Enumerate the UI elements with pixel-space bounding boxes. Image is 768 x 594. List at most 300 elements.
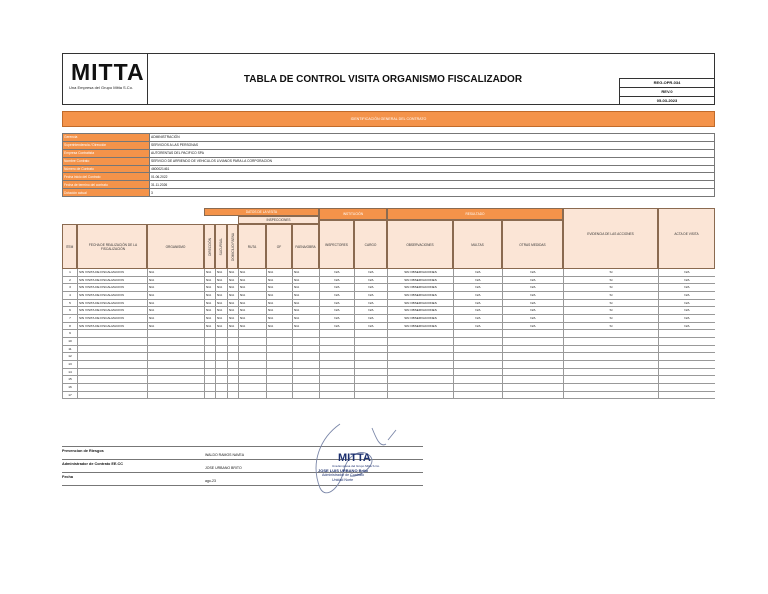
cell-ruta: N/A: [238, 300, 266, 307]
cell-org: N/A: [147, 300, 204, 307]
cell-cargo: [354, 384, 387, 391]
info-label: Dotación actual: [63, 189, 150, 197]
cell-cargo: [354, 330, 387, 337]
cell-cargo: N/A: [354, 323, 387, 330]
cell-otras: [502, 376, 563, 383]
cell-otras: [502, 369, 563, 376]
cell-cargo: [354, 338, 387, 345]
signature-stamp: [300, 418, 410, 498]
info-label: Número de Contrato: [63, 165, 150, 173]
cell-v2: N/A: [215, 323, 227, 330]
cell-faena: [292, 338, 319, 345]
table-row: [62, 369, 715, 377]
cell-evid: SI: [563, 307, 658, 314]
document-code: REG-OPR-034: [620, 78, 714, 87]
cell-of: [266, 330, 292, 337]
cell-insp: [319, 392, 354, 399]
cell-faena: [292, 361, 319, 368]
cell-otras: [502, 384, 563, 391]
cell-ruta: [238, 361, 266, 368]
table-row: [62, 346, 715, 354]
col-header-domicilio: [227, 224, 238, 269]
cell-ruta: [238, 330, 266, 337]
logo-subtitle: Una Empresa del Grupo Mitta S.Co.: [69, 85, 134, 90]
cell-fecha: [77, 369, 147, 376]
col-header-sucursal: [215, 224, 227, 269]
table-row: [62, 384, 715, 392]
cell-org: N/A: [147, 277, 204, 284]
cell-obs: [387, 353, 453, 360]
cell-v2: [215, 376, 227, 383]
cell-of: N/A: [266, 315, 292, 322]
cell-multas: N/A: [453, 292, 502, 299]
cell-evid: SI: [563, 292, 658, 299]
col-header-faena: FAENA/OBRA: [292, 224, 319, 269]
cell-obs: SIN OBSERVACIONES: [387, 315, 453, 322]
info-row: [63, 165, 715, 173]
cell-org: [147, 353, 204, 360]
cell-v2: [215, 330, 227, 337]
cell-obs: [387, 369, 453, 376]
cell-faena: [292, 353, 319, 360]
cell-v2: [215, 392, 227, 399]
cell-acta: N/A: [658, 300, 715, 307]
cell-of: [266, 353, 292, 360]
cell-cargo: [354, 392, 387, 399]
col-header-inspectores: INSPECTORES: [319, 220, 354, 269]
cell-item: 13: [62, 361, 77, 368]
cell-multas: [453, 376, 502, 383]
signature-label: Administrador de Contrato EE.CC: [62, 462, 123, 466]
cell-v1: N/A: [204, 277, 215, 284]
cell-multas: N/A: [453, 323, 502, 330]
cell-item: 16: [62, 384, 77, 391]
cell-obs: SIN OBSERVACIONES: [387, 307, 453, 314]
cell-item: 15: [62, 376, 77, 383]
table-row: [62, 330, 715, 338]
cell-evid: SI: [563, 277, 658, 284]
cell-v2: [215, 353, 227, 360]
info-value: 4600021461: [150, 165, 715, 173]
cell-multas: N/A: [453, 307, 502, 314]
cell-v3: N/A: [227, 292, 238, 299]
cell-insp: [319, 353, 354, 360]
cell-faena: N/A: [292, 300, 319, 307]
cell-insp: N/A: [319, 315, 354, 322]
cell-acta: [658, 369, 715, 376]
cell-v2: N/A: [215, 284, 227, 291]
cell-v1: N/A: [204, 323, 215, 330]
cell-insp: N/A: [319, 300, 354, 307]
table-row: [62, 353, 715, 361]
document-revision: REV.0: [620, 87, 714, 96]
cell-faena: N/A: [292, 323, 319, 330]
table-body: [62, 269, 715, 399]
cell-of: N/A: [266, 300, 292, 307]
cell-ruta: N/A: [238, 284, 266, 291]
cell-otras: N/A: [502, 269, 563, 276]
cell-faena: N/A: [292, 269, 319, 276]
col-header-observaciones: OBSERVACIONES: [387, 220, 453, 269]
cell-fecha: [77, 330, 147, 337]
cell-evid: SI: [563, 284, 658, 291]
table-row: [62, 315, 715, 323]
col-header-ruta: RUTA: [238, 224, 266, 269]
cell-fecha: SIN VISITA DE FISCALIZACION: [77, 292, 147, 299]
cell-multas: [453, 392, 502, 399]
cell-of: [266, 384, 292, 391]
cell-item: 12: [62, 353, 77, 360]
info-value: 3: [150, 189, 715, 197]
cell-obs: [387, 376, 453, 383]
cell-ruta: N/A: [238, 323, 266, 330]
cell-item: 1: [62, 269, 77, 276]
cell-obs: [387, 330, 453, 337]
cell-v2: [215, 338, 227, 345]
group-header-inspections: INSPECCIONES: [238, 216, 319, 224]
section-band: IDENTIFICACIÓN GENERAL DEL CONTRATO: [62, 111, 715, 127]
cell-org: N/A: [147, 269, 204, 276]
info-value: 31.11.2026: [150, 181, 715, 189]
cell-v3: [227, 330, 238, 337]
table-row: [62, 284, 715, 292]
info-label: Fecha de termino del contrato: [63, 181, 150, 189]
cell-v1: N/A: [204, 284, 215, 291]
cell-faena: [292, 384, 319, 391]
cell-evid: [563, 346, 658, 353]
col-header-item: ITEM: [62, 224, 77, 269]
col-header-acta: ACTA DE VISITA: [674, 232, 699, 236]
cell-obs: [387, 392, 453, 399]
cell-fecha: SIN VISITA DE FISCALIZACION: [77, 307, 147, 314]
cell-org: [147, 346, 204, 353]
cell-of: [266, 376, 292, 383]
cell-faena: [292, 330, 319, 337]
cell-v2: [215, 346, 227, 353]
cell-cargo: N/A: [354, 315, 387, 322]
cell-evid: [563, 392, 658, 399]
cell-multas: N/A: [453, 300, 502, 307]
cell-evid: [563, 338, 658, 345]
cell-v1: N/A: [204, 315, 215, 322]
cell-v3: [227, 346, 238, 353]
cell-v3: N/A: [227, 323, 238, 330]
cell-cargo: N/A: [354, 284, 387, 291]
cell-org: [147, 338, 204, 345]
cell-otras: N/A: [502, 300, 563, 307]
cell-fecha: SIN VISITA DE FISCALIZACION: [77, 269, 147, 276]
signature-value: JOSE URBANO BRITO: [205, 466, 242, 470]
stamp-line3: Administrador de Contrato: [322, 473, 364, 477]
stamp-line1: Una Empresa del Grupo Mitta S.Co.: [332, 464, 381, 468]
cell-obs: SIN OBSERVACIONES: [387, 292, 453, 299]
cell-item: 9: [62, 330, 77, 337]
cell-ruta: N/A: [238, 292, 266, 299]
info-row: [63, 149, 715, 157]
cell-faena: N/A: [292, 284, 319, 291]
cell-item: 14: [62, 369, 77, 376]
cell-v3: N/A: [227, 307, 238, 314]
cell-ruta: [238, 338, 266, 345]
table-row: [62, 300, 715, 308]
cell-acta: N/A: [658, 315, 715, 322]
cell-otras: N/A: [502, 277, 563, 284]
table-row: [62, 376, 715, 384]
col-header-cargo: CARGO: [354, 220, 387, 269]
cell-v3: [227, 353, 238, 360]
col-header-otras-medidas: OTRAS MEDIDAS: [502, 220, 563, 269]
col-header-evidencia: EVIDENCIA DE LAS ACCIONES: [587, 232, 634, 236]
cell-item: 7: [62, 315, 77, 322]
cell-v2: [215, 361, 227, 368]
cell-fecha: SIN VISITA DE FISCALIZACION: [77, 284, 147, 291]
cell-insp: [319, 376, 354, 383]
cell-org: [147, 330, 204, 337]
cell-item: 4: [62, 292, 77, 299]
cell-otras: [502, 353, 563, 360]
group-header-result: RESULTADO: [387, 208, 563, 220]
cell-acta: N/A: [658, 284, 715, 291]
cell-obs: [387, 384, 453, 391]
group-header-visit: DATOS DE LA VISITA: [204, 208, 319, 216]
cell-obs: SIN OBSERVACIONES: [387, 277, 453, 284]
cell-evid: SI: [563, 323, 658, 330]
cell-v1: [204, 392, 215, 399]
info-value: SERVICIO DE ARRIENDO DE VEHICULOS LIVIANOS PARA LA CORPORACION: [150, 157, 715, 165]
cell-insp: [319, 361, 354, 368]
table-row: [62, 277, 715, 285]
cell-item: 10: [62, 338, 77, 345]
cell-faena: [292, 346, 319, 353]
col-header-multas: MULTAS: [453, 220, 502, 269]
document-meta: [619, 78, 714, 105]
cell-multas: [453, 353, 502, 360]
cell-v1: N/A: [204, 269, 215, 276]
cell-cargo: N/A: [354, 307, 387, 314]
info-row: [63, 134, 715, 142]
table-row: [62, 392, 715, 400]
cell-faena: [292, 369, 319, 376]
signature-label: Fecha: [62, 475, 73, 479]
cell-multas: [453, 346, 502, 353]
cell-v3: [227, 384, 238, 391]
cell-org: [147, 376, 204, 383]
col-header-direccion-text: DIRECCIÓN: [207, 237, 212, 256]
cell-evid: [563, 369, 658, 376]
cell-cargo: N/A: [354, 269, 387, 276]
cell-item: 8: [62, 323, 77, 330]
cell-obs: [387, 346, 453, 353]
cell-insp: [319, 369, 354, 376]
col-header-of: OF: [266, 224, 292, 269]
cell-otras: [502, 330, 563, 337]
cell-v2: N/A: [215, 307, 227, 314]
cell-fecha: [77, 384, 147, 391]
info-label: Nombre Contrato: [63, 157, 150, 165]
cell-otras: N/A: [502, 323, 563, 330]
cell-v2: N/A: [215, 300, 227, 307]
cell-of: N/A: [266, 292, 292, 299]
cell-item: 5: [62, 300, 77, 307]
cell-org: [147, 392, 204, 399]
cell-acta: [658, 392, 715, 399]
cell-ruta: [238, 353, 266, 360]
document-header: [62, 53, 715, 105]
cell-of: N/A: [266, 269, 292, 276]
cell-faena: [292, 392, 319, 399]
info-label: Empresa Contratista: [63, 149, 150, 157]
cell-v1: N/A: [204, 300, 215, 307]
cell-otras: [502, 346, 563, 353]
cell-ruta: [238, 369, 266, 376]
cell-of: [266, 361, 292, 368]
cell-v3: [227, 392, 238, 399]
cell-evid: [563, 353, 658, 360]
document-date: 05-03-2023: [620, 96, 714, 105]
table-row: [62, 338, 715, 346]
cell-cargo: [354, 353, 387, 360]
contract-info-table: [62, 133, 715, 197]
cell-otras: N/A: [502, 292, 563, 299]
cell-faena: [292, 376, 319, 383]
cell-evid: [563, 384, 658, 391]
cell-multas: [453, 361, 502, 368]
info-row: [63, 173, 715, 181]
cell-v3: [227, 338, 238, 345]
cell-fecha: [77, 361, 147, 368]
cell-fecha: SIN VISITA DE FISCALIZACION: [77, 300, 147, 307]
info-row: [63, 181, 715, 189]
cell-v2: N/A: [215, 277, 227, 284]
cell-fecha: SIN VISITA DE FISCALIZACION: [77, 315, 147, 322]
cell-multas: [453, 384, 502, 391]
info-value: SERVICIOS A LAS PERSONAS: [150, 141, 715, 149]
cell-v3: N/A: [227, 269, 238, 276]
table-row: [62, 361, 715, 369]
cell-item: 11: [62, 346, 77, 353]
cell-fecha: [77, 392, 147, 399]
cell-otras: [502, 338, 563, 345]
cell-v1: N/A: [204, 292, 215, 299]
company-logo: [63, 54, 148, 104]
signature-value: ago-23: [205, 479, 216, 483]
cell-of: [266, 369, 292, 376]
logo-brand: MITTA: [71, 59, 145, 85]
cell-multas: N/A: [453, 284, 502, 291]
cell-otras: N/A: [502, 307, 563, 314]
cell-otras: [502, 392, 563, 399]
cell-item: 3: [62, 284, 77, 291]
cell-v1: N/A: [204, 307, 215, 314]
cell-ruta: N/A: [238, 315, 266, 322]
signature-value: WALDO RAMOS NAVEA: [205, 453, 245, 457]
cell-of: N/A: [266, 284, 292, 291]
cell-item: 17: [62, 392, 77, 399]
cell-of: [266, 338, 292, 345]
cell-v2: N/A: [215, 269, 227, 276]
cell-v1: [204, 376, 215, 383]
cell-ruta: N/A: [238, 269, 266, 276]
cell-evid: SI: [563, 300, 658, 307]
col-header-sucursal-text: SUCURSAL: [219, 237, 223, 256]
cell-faena: N/A: [292, 307, 319, 314]
cell-acta: [658, 338, 715, 345]
col-header-domicilio-text: DOMICILIO FAENA: [230, 232, 235, 261]
cell-fecha: SIN VISITA DE FISCALIZACION: [77, 323, 147, 330]
cell-multas: [453, 369, 502, 376]
cell-acta: N/A: [658, 323, 715, 330]
cell-ruta: N/A: [238, 277, 266, 284]
col-header-direccion: [204, 224, 215, 269]
cell-faena: N/A: [292, 292, 319, 299]
cell-org: N/A: [147, 315, 204, 322]
cell-fecha: [77, 376, 147, 383]
cell-obs: [387, 361, 453, 368]
cell-faena: N/A: [292, 315, 319, 322]
cell-insp: N/A: [319, 277, 354, 284]
cell-v3: [227, 376, 238, 383]
cell-acta: N/A: [658, 292, 715, 299]
cell-cargo: [354, 346, 387, 353]
cell-cargo: [354, 369, 387, 376]
cell-multas: N/A: [453, 315, 502, 322]
cell-fecha: [77, 338, 147, 345]
cell-evid: [563, 361, 658, 368]
cell-cargo: [354, 361, 387, 368]
stamp-brand: MITTA: [338, 452, 371, 464]
cell-obs: SIN OBSERVACIONES: [387, 269, 453, 276]
cell-insp: [319, 330, 354, 337]
cell-fecha: [77, 346, 147, 353]
cell-item: 2: [62, 277, 77, 284]
cell-acta: [658, 376, 715, 383]
cell-org: [147, 384, 204, 391]
group-header-institution: INSTITUCIÓN: [319, 208, 387, 220]
cell-item: 6: [62, 307, 77, 314]
table-row: [62, 307, 715, 315]
cell-multas: N/A: [453, 269, 502, 276]
cell-org: N/A: [147, 284, 204, 291]
cell-of: [266, 346, 292, 353]
cell-v2: N/A: [215, 292, 227, 299]
cell-acta: N/A: [658, 307, 715, 314]
cell-ruta: [238, 346, 266, 353]
cell-faena: N/A: [292, 277, 319, 284]
cell-ruta: [238, 392, 266, 399]
cell-v3: N/A: [227, 315, 238, 322]
document-title: TABLA DE CONTROL VISITA ORGANISMO FISCALIZADOR: [243, 73, 523, 85]
table-row: [62, 269, 715, 277]
cell-insp: N/A: [319, 284, 354, 291]
cell-v3: N/A: [227, 300, 238, 307]
cell-v1: [204, 330, 215, 337]
cell-evid: SI: [563, 315, 658, 322]
cell-insp: N/A: [319, 323, 354, 330]
cell-of: N/A: [266, 307, 292, 314]
cell-multas: N/A: [453, 277, 502, 284]
cell-insp: [319, 384, 354, 391]
cell-acta: [658, 346, 715, 353]
cell-org: [147, 361, 204, 368]
table-row: [62, 292, 715, 300]
info-label: Gerencia: [63, 134, 150, 142]
info-value: ADMINISTRACIÓN: [150, 134, 715, 142]
cell-fecha: [77, 353, 147, 360]
info-value: AUTORENTAS DEL PACIFICO SPA: [150, 149, 715, 157]
info-row: [63, 189, 715, 197]
cell-insp: N/A: [319, 269, 354, 276]
cell-acta: [658, 330, 715, 337]
